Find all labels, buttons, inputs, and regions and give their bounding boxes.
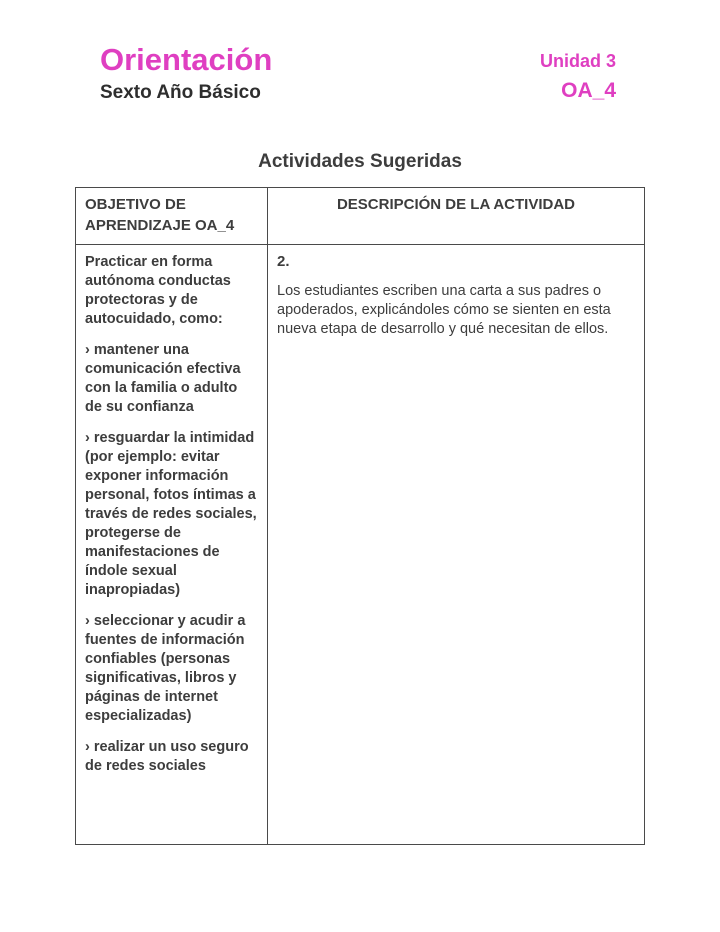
objective-paragraph: Practicar en forma autónoma conductas protectoras y de autocuidado, como: [85, 253, 231, 327]
table-header [76, 187, 645, 244]
page-header [0, 0, 720, 104]
section-title: Actividades Sugeridas [258, 150, 462, 172]
objective-cell [76, 244, 268, 844]
objective-paragraph: › mantener una comunicación efectiva con la familia o adulto de su confianza [85, 341, 241, 415]
oa-label: OA_4 [561, 78, 616, 102]
document-subtitle: Sexto Año Básico [100, 81, 261, 103]
description-cell [268, 244, 645, 844]
document-title: Orientación [100, 42, 273, 77]
activities-table [75, 187, 645, 845]
objective-paragraph: › resguardar la intimidad (por ejemplo: evitar exponer información personal, fotos íntimas a través de redes sociales, protegerse de manifestaciones de índole sexual inapropiadas) [85, 429, 257, 598]
header-left [100, 44, 272, 104]
table-body [76, 244, 645, 844]
unit-label: Unidad 3 [539, 51, 616, 71]
table-row [76, 244, 645, 844]
header-right [540, 44, 616, 103]
column-header-objetivo: OBJETIVO DE APRENDIZAJE OA_4 [76, 187, 268, 244]
column-header-descripcion: DESCRIPCIÓN DE LA ACTIVIDAD [268, 187, 645, 244]
objective-paragraph: › realizar un uso seguro de redes sociales [85, 738, 249, 774]
activity-text: Los estudiantes escriben una carta a sus padres o apoderados, explicándoles cómo se sienten en esta nueva etapa de desarrollo y qué necesitan de ellos. [277, 282, 611, 337]
table-header-row [76, 187, 645, 244]
objective-paragraph: › seleccionar y acudir a fuentes de información confiables (personas significativas, libros y páginas de internet especializadas) [85, 612, 246, 724]
activity-number: 2. [277, 252, 290, 270]
